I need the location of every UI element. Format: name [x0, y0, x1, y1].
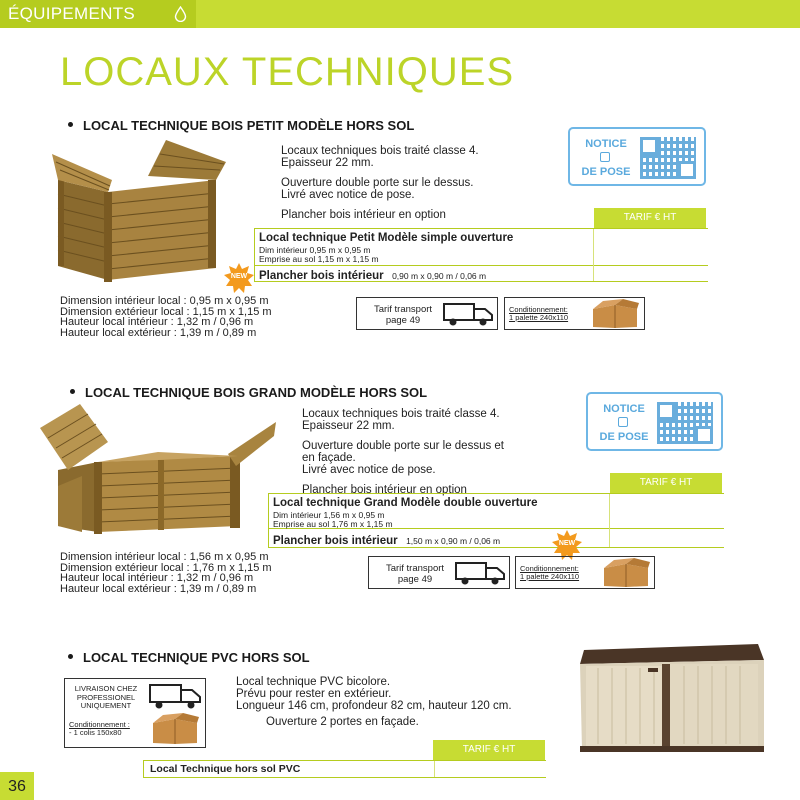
product-name: Local technique Petit Modèle simple ouverture — [259, 232, 514, 244]
section1-desc — [281, 145, 479, 221]
wood-box-small-image — [48, 140, 238, 290]
desc-line: en façade. — [302, 452, 356, 464]
truck-icon — [149, 683, 203, 710]
water-drop-icon — [174, 6, 187, 22]
conditionnement-value: 1 palette 240x110 — [509, 313, 569, 322]
section2-dims — [60, 552, 272, 594]
book-icon — [600, 152, 610, 162]
section1-title — [68, 118, 414, 133]
price-row[interactable] — [268, 493, 724, 529]
product-name: Plancher bois intérieur — [273, 535, 398, 547]
category-tab[interactable] — [0, 0, 196, 28]
transport-label: Tarif transport page 49 — [385, 563, 445, 585]
qr-code-icon[interactable] — [640, 137, 696, 179]
box-icon — [589, 299, 641, 329]
desc-line: Local technique PVC bicolore. — [236, 676, 391, 688]
column-divider — [609, 528, 610, 547]
price-row[interactable] — [254, 264, 708, 282]
conditionnement-box — [515, 556, 655, 589]
truck-icon — [443, 302, 495, 327]
desc-line: Longueur 146 cm, profondeur 82 cm, hauteur 120 cm. — [236, 700, 512, 712]
notice-label: DE POSE — [599, 431, 649, 443]
conditionnement-value: - 1 colis 150x80 — [69, 728, 122, 737]
desc-line: Prévu pour rester en extérieur. — [236, 688, 392, 700]
section1-title-text: LOCAL TECHNIQUE BOIS PETIT MODÈLE HORS SOL — [83, 118, 415, 133]
desc-line: Livré avec notice de pose. — [281, 189, 415, 201]
category-label: ÉQUIPEMENTS — [8, 4, 136, 23]
transport-box[interactable] — [356, 297, 498, 330]
product-name: Local technique Grand Modèle double ouverture — [273, 497, 538, 509]
bullet — [68, 122, 73, 127]
price-row[interactable] — [268, 528, 724, 548]
notice-label: NOTICE — [585, 138, 627, 150]
desc-line: Epaisseur 22 mm. — [281, 157, 374, 169]
notice-de-pose-box[interactable] — [586, 392, 723, 451]
truck-icon — [455, 561, 507, 586]
desc-line: Ouverture double porte sur le dessus et — [302, 440, 505, 452]
price-row[interactable] — [254, 228, 708, 266]
dim-line: Hauteur local intérieur : 1,32 m / 0,96 m — [60, 572, 254, 584]
conditionnement-label: Conditionnement: — [520, 564, 579, 573]
section2-title-text: LOCAL TECHNIQUE BOIS GRAND MODÈLE HORS SOL — [85, 385, 428, 400]
tarif-header: TARIF € HT — [594, 208, 706, 228]
conditionnement-label: Conditionnement : — [69, 720, 130, 729]
new-badge — [224, 263, 254, 293]
bullet — [70, 389, 75, 394]
notice-label: NOTICE — [603, 403, 645, 415]
desc-line: Plancher bois intérieur en option — [281, 209, 446, 221]
dim-line: Dimension intérieur local : 1,56 m x 0,95 m — [60, 551, 269, 563]
tarif-header: TARIF € HT — [433, 740, 545, 760]
livraison-line: PROFESSIONEL — [76, 692, 136, 702]
dim-line: Hauteur local extérieur : 1,39 m / 0,89 m — [60, 582, 257, 595]
desc-line: Locaux techniques bois traité classe 4. — [302, 408, 500, 420]
tarif-header: TARIF € HT — [610, 473, 722, 493]
livraison-line: LIVRAISON CHEZ — [74, 684, 138, 693]
page-title: LOCAUX TECHNIQUES — [60, 50, 515, 94]
section2-desc — [302, 408, 504, 496]
dim-line: Dimension extérieur local : 1,76 m x 1,15 m — [60, 561, 272, 574]
product-sub: Emprise au sol 1,76 m x 1,15 m — [273, 519, 393, 529]
column-divider — [609, 494, 610, 528]
qr-code-icon[interactable] — [657, 402, 713, 444]
product-sub: Emprise au sol 1,15 m x 1,15 m — [259, 254, 379, 264]
bullet — [68, 654, 73, 659]
dim-line: Hauteur local intérieur : 1,32 m / 0,96 m — [60, 316, 254, 328]
section2-title — [70, 385, 427, 400]
product-sub: Dim intérieur 1,56 m x 0,95 m — [273, 510, 385, 520]
new-badge-label: NEW — [230, 273, 248, 280]
desc-line: Locaux techniques bois traité classe 4. — [281, 145, 479, 157]
conditionnement-box — [504, 297, 645, 330]
page-number: 36 — [0, 772, 34, 800]
section3-desc — [236, 676, 512, 728]
column-divider — [593, 264, 594, 281]
notice-label: DE POSE — [581, 166, 631, 178]
dim-line: Dimension extérieur local : 1,15 m x 1,15 m — [60, 305, 272, 318]
transport-label: Tarif transport page 49 — [373, 304, 433, 326]
book-icon — [618, 417, 628, 427]
transport-box[interactable] — [368, 556, 510, 589]
livraison-line: UNIQUEMENT — [80, 701, 132, 710]
column-divider — [434, 761, 435, 777]
section1-dims — [60, 296, 272, 338]
product-dims: 1,50 m x 0,90 m / 0,06 m — [406, 536, 501, 546]
product-sub: Dim intérieur 0,95 m x 0,95 m — [259, 245, 371, 255]
desc-line: Plancher bois intérieur en option — [302, 484, 467, 496]
pvc-shed-image — [576, 642, 768, 754]
product-name: Local Technique hors sol PVC — [150, 763, 301, 775]
box-icon — [149, 713, 201, 745]
column-divider — [593, 229, 594, 265]
dim-line: Dimension intérieur local : 0,95 m x 0,95 m — [60, 295, 269, 307]
section3-title — [68, 650, 310, 665]
product-dims: 0,90 m x 0,90 m / 0,06 m — [392, 271, 487, 281]
desc-line: Ouverture 2 portes en façade. — [266, 716, 419, 728]
desc-line: Livré avec notice de pose. — [302, 464, 436, 476]
notice-de-pose-box[interactable] — [568, 127, 706, 186]
desc-line: Ouverture double porte sur le dessus. — [281, 177, 474, 189]
box-icon — [600, 558, 652, 588]
conditionnement-label: Conditionnement: — [509, 305, 568, 314]
section3-title-text: LOCAL TECHNIQUE PVC HORS SOL — [83, 650, 310, 665]
wood-box-large-image — [38, 400, 278, 540]
conditionnement-value: 1 palette 240x110 — [520, 572, 580, 581]
dim-line: Hauteur local extérieur : 1,39 m / 0,89 m — [60, 326, 257, 339]
price-row[interactable] — [143, 760, 546, 778]
new-badge-label: NEW — [558, 540, 576, 547]
product-name: Plancher bois intérieur — [259, 270, 384, 282]
livraison-box — [64, 678, 206, 748]
livraison-text — [69, 685, 143, 711]
desc-line: Epaisseur 22 mm. — [302, 420, 395, 432]
